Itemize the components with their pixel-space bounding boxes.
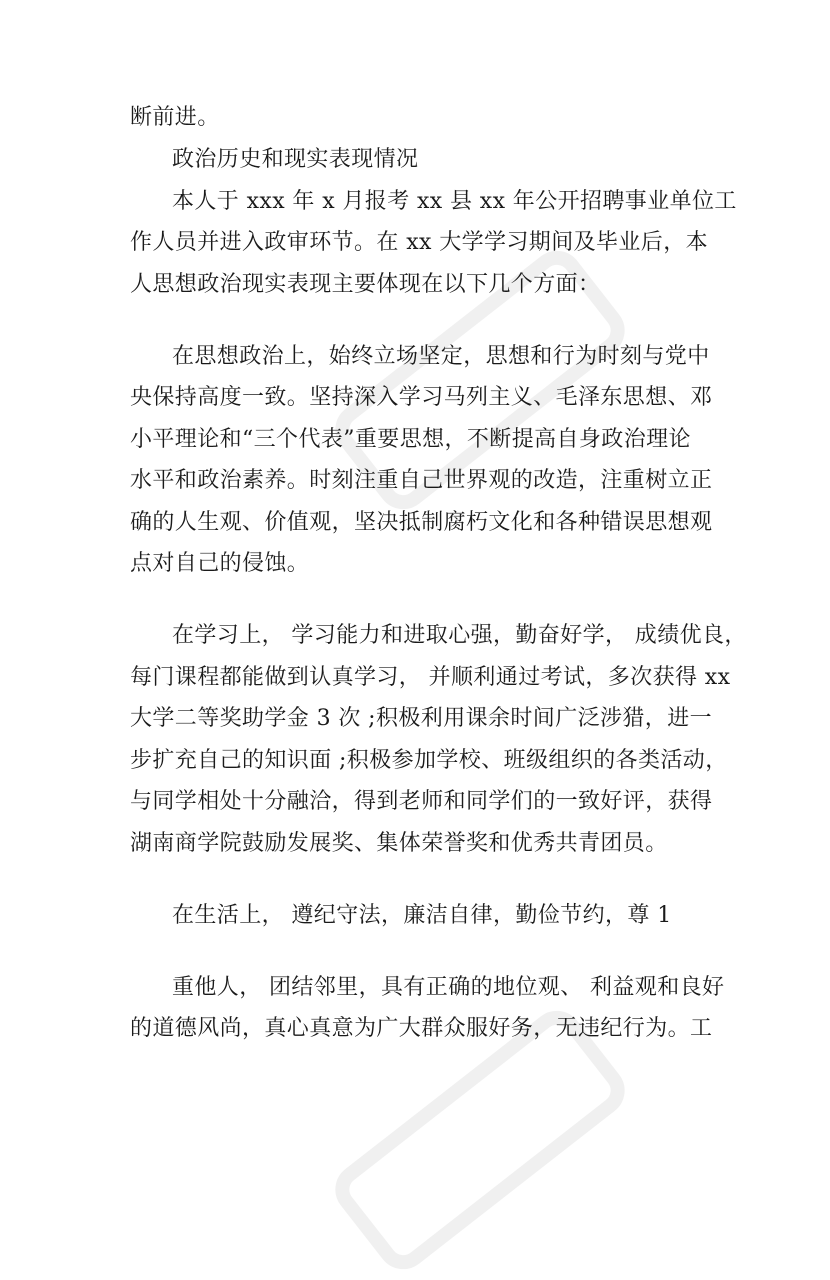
text-line: 点对自己的侵蚀。 [130,551,310,576]
text-line: 与同学相处十分融洽，得到老师和同学们的一致好评，获得 [130,789,713,814]
text-line: 确的人生观、价值观，坚决抵制腐朽文化和各种错误思想观 [130,510,713,535]
text-line: 在思想政治上，始终立场坚定，思想和行为时刻与党中 [172,344,710,369]
text-line: 在学习上， 学习能力和进取心强，勤奋好学， 成绩优良， [172,623,747,648]
text-line: 在生活上， 遵纪守法，廉洁自律，勤俭节约，尊 1 [172,903,672,928]
text-line: 大学二等奖助学金 3 次 ;积极利用课余时间广泛涉猎，进一 [130,706,712,731]
text-line: 重他人， 团结邻里，具有正确的地位观、 利益观和良好 [172,975,725,1000]
text-line: 步扩充自己的知识面 ;积极参加学校、班级组织的各类活动， [130,748,728,773]
text-line: 湖南商学院鼓励发展奖、集体荣誉奖和优秀共青团员。 [130,831,668,856]
text-line: 小平理论和“三个代表”重要思想，不断提高自身政治理论 [130,427,691,452]
text-line: 央保持高度一致。坚持深入学习马列主义、毛泽东思想、邓 [130,385,713,410]
section-heading: 政治历史和现实表现情况 [172,147,419,172]
text-line: 每门课程都能做到认真学习， 并顺利通过考试，多次获得 xx [130,665,731,690]
text-line: 的道德风尚，真心真意为广大群众服好务，无违纪行为。工 [130,1016,713,1041]
text-line: 水平和政治素养。时刻注重自己世界观的改造，注重树立正 [130,468,713,493]
text-line: 人思想政治现实表现主要体现在以下几个方面： [130,272,601,297]
text-line: 本人于 xxx 年 x 月报考 xx 县 xx 年公开招聘事业单位工 [172,189,737,214]
text-line: 作人员并进入政审环节。在 xx 大学学习期间及毕业后，本 [130,230,709,255]
text-line: 断前进。 [130,105,220,130]
